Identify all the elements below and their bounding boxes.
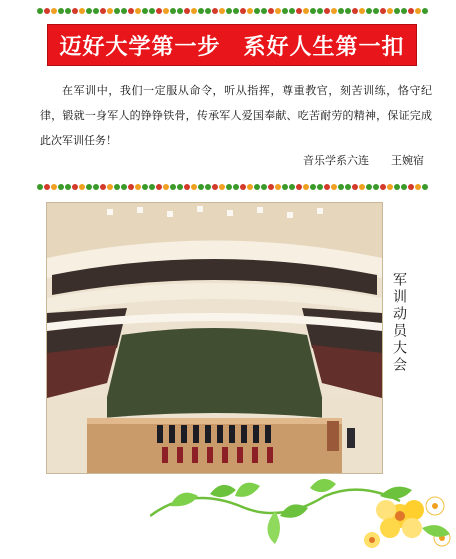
border-dot-icon	[296, 8, 302, 14]
border-dot-icon	[93, 184, 99, 190]
border-dot-icon	[177, 184, 183, 190]
border-dot-icon	[331, 8, 337, 14]
border-dot-icon	[142, 184, 148, 190]
border-dot-icon	[58, 8, 64, 14]
border-dot-icon	[114, 8, 120, 14]
border-dot-icon	[198, 8, 204, 14]
middle-floral-border	[37, 182, 430, 192]
border-dot-icon	[128, 184, 134, 190]
border-dot-icon	[177, 8, 183, 14]
border-dot-icon	[394, 8, 400, 14]
border-dot-icon	[380, 184, 386, 190]
border-dot-icon	[366, 184, 372, 190]
border-dot-icon	[338, 184, 344, 190]
border-dot-icon	[247, 8, 253, 14]
border-dot-icon	[317, 184, 323, 190]
border-dot-icon	[86, 184, 92, 190]
flower-vine-icon	[150, 476, 456, 559]
border-dot-icon	[79, 8, 85, 14]
border-dot-icon	[198, 184, 204, 190]
photo-caption-vertical: 军训动员大会	[391, 272, 407, 374]
border-dot-icon	[268, 8, 274, 14]
border-dot-icon	[261, 184, 267, 190]
border-dot-icon	[275, 184, 281, 190]
concert-hall-assembly-photo	[46, 202, 383, 474]
border-dot-icon	[303, 8, 309, 14]
border-dot-icon	[114, 184, 120, 190]
border-dot-icon	[149, 8, 155, 14]
border-dot-icon	[387, 184, 393, 190]
border-dot-icon	[324, 184, 330, 190]
border-dot-icon	[408, 184, 414, 190]
border-dot-icon	[226, 184, 232, 190]
border-dot-icon	[352, 8, 358, 14]
border-dot-icon	[331, 184, 337, 190]
border-dot-icon	[226, 8, 232, 14]
border-dot-icon	[387, 8, 393, 14]
border-dot-icon	[156, 184, 162, 190]
border-dot-icon	[310, 184, 316, 190]
border-dot-icon	[100, 184, 106, 190]
border-dot-icon	[240, 8, 246, 14]
border-dot-icon	[401, 8, 407, 14]
border-dot-icon	[51, 8, 57, 14]
top-floral-border	[37, 6, 430, 16]
border-dot-icon	[107, 8, 113, 14]
border-dot-icon	[44, 184, 50, 190]
border-dot-icon	[170, 8, 176, 14]
border-dot-icon	[163, 8, 169, 14]
border-dot-icon	[37, 8, 43, 14]
border-dot-icon	[128, 8, 134, 14]
border-dot-icon	[65, 184, 71, 190]
border-dot-icon	[37, 184, 43, 190]
border-dot-icon	[373, 184, 379, 190]
border-dot-icon	[121, 8, 127, 14]
border-dot-icon	[359, 184, 365, 190]
border-dot-icon	[51, 184, 57, 190]
border-dot-icon	[289, 8, 295, 14]
border-dot-icon	[44, 8, 50, 14]
border-dot-icon	[415, 8, 421, 14]
border-dot-icon	[184, 184, 190, 190]
border-dot-icon	[310, 8, 316, 14]
border-dot-icon	[401, 184, 407, 190]
border-dot-icon	[254, 184, 260, 190]
border-dot-icon	[352, 184, 358, 190]
body-paragraph: 在军训中，我们一定服从命令，听从指挥，尊重教官，刻苦训练，恪守纪律，锻就一身军人的铮铮铁骨，传承军人爱国奉献、吃苦耐劳的精神，保证完成此次军训任务！	[40, 84, 432, 147]
border-dot-icon	[324, 8, 330, 14]
border-dot-icon	[184, 8, 190, 14]
headline-banner	[47, 24, 417, 66]
border-dot-icon	[212, 184, 218, 190]
border-dot-icon	[100, 8, 106, 14]
border-dot-icon	[205, 8, 211, 14]
border-dot-icon	[359, 8, 365, 14]
border-dot-icon	[149, 184, 155, 190]
border-dot-icon	[233, 184, 239, 190]
headline-title: 迈好大学第一步 系好人生第一扣	[59, 34, 405, 60]
border-dot-icon	[422, 184, 428, 190]
border-dot-icon	[282, 184, 288, 190]
border-dot-icon	[107, 184, 113, 190]
border-dot-icon	[93, 8, 99, 14]
border-dot-icon	[212, 8, 218, 14]
border-dot-icon	[422, 8, 428, 14]
border-dot-icon	[261, 8, 267, 14]
border-dot-icon	[191, 8, 197, 14]
border-dot-icon	[135, 184, 141, 190]
border-dot-icon	[289, 184, 295, 190]
border-dot-icon	[58, 184, 64, 190]
border-dot-icon	[240, 184, 246, 190]
border-dot-icon	[338, 8, 344, 14]
border-dot-icon	[366, 8, 372, 14]
border-dot-icon	[72, 184, 78, 190]
border-dot-icon	[219, 184, 225, 190]
border-dot-icon	[142, 8, 148, 14]
border-dot-icon	[121, 184, 127, 190]
border-dot-icon	[268, 184, 274, 190]
border-dot-icon	[86, 8, 92, 14]
border-dot-icon	[415, 184, 421, 190]
border-dot-icon	[345, 8, 351, 14]
border-dot-icon	[65, 8, 71, 14]
border-dot-icon	[79, 184, 85, 190]
border-dot-icon	[282, 8, 288, 14]
border-dot-icon	[219, 8, 225, 14]
border-dot-icon	[303, 184, 309, 190]
border-dot-icon	[205, 184, 211, 190]
border-dot-icon	[233, 8, 239, 14]
signature-line: 音乐学系六连 王婉宿	[303, 154, 424, 167]
border-dot-icon	[394, 184, 400, 190]
border-dot-icon	[317, 8, 323, 14]
border-dot-icon	[373, 8, 379, 14]
border-dot-icon	[170, 184, 176, 190]
border-dot-icon	[247, 184, 253, 190]
border-dot-icon	[408, 8, 414, 14]
border-dot-icon	[191, 184, 197, 190]
border-dot-icon	[72, 8, 78, 14]
border-dot-icon	[275, 8, 281, 14]
border-dot-icon	[296, 184, 302, 190]
hall-illustration	[47, 203, 382, 473]
border-dot-icon	[254, 8, 260, 14]
border-dot-icon	[156, 8, 162, 14]
border-dot-icon	[163, 184, 169, 190]
border-dot-icon	[380, 8, 386, 14]
border-dot-icon	[345, 184, 351, 190]
border-dot-icon	[135, 8, 141, 14]
